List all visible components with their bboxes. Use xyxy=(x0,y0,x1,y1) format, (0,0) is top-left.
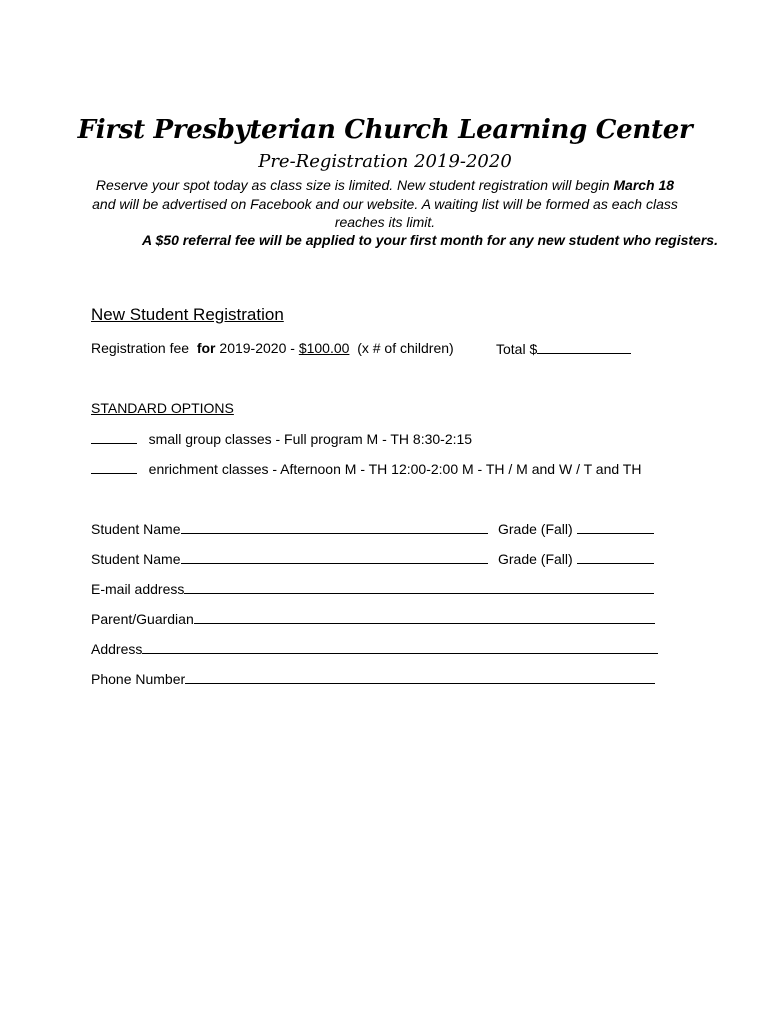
total-blank[interactable] xyxy=(537,340,631,354)
section-heading-standard-options: STANDARD OPTIONS xyxy=(91,400,234,416)
option-checkmark-blank[interactable] xyxy=(91,460,137,474)
grade-field-1[interactable] xyxy=(498,520,654,537)
parent-guardian-label: Parent/Guardian xyxy=(91,611,194,627)
grade-blank[interactable] xyxy=(577,550,654,564)
student-name-blank[interactable] xyxy=(181,550,488,564)
email-blank[interactable] xyxy=(184,580,654,594)
email-label: E-mail address xyxy=(91,581,185,597)
fee-multiplier: (x # of children) xyxy=(357,340,454,356)
phone-number-label: Phone Number xyxy=(91,671,186,687)
section-heading-new-student: New Student Registration xyxy=(91,305,284,324)
page-title: First Presbyterian Church Learning Center xyxy=(77,115,693,145)
registration-start-date: March 18 xyxy=(613,177,675,193)
fee-for-label: for xyxy=(196,340,216,356)
parent-guardian-field[interactable] xyxy=(91,610,655,627)
parent-guardian-blank[interactable] xyxy=(194,610,655,624)
option-checkmark-blank[interactable] xyxy=(91,430,137,444)
intro-text-before: Reserve your spot today as class size is limited. New student registration will begin xyxy=(95,177,614,193)
intro-text-after: and will be advertised on Facebook and our website. A waiting list will be formed as each class reaches its limit. xyxy=(92,195,678,230)
total-label: Total $ xyxy=(496,341,538,357)
phone-number-field[interactable] xyxy=(91,670,655,687)
student-name-field-2[interactable] xyxy=(91,550,488,567)
grade-blank[interactable] xyxy=(577,520,654,534)
student-name-label: Student Name xyxy=(91,521,181,537)
referral-notice: A $50 referral fee will be applied to your first month for any new student who registers. xyxy=(142,232,718,248)
grade-label: Grade (Fall) xyxy=(498,521,573,537)
option-label: enrichment classes - Afternoon M - TH 12:00-2:00 M - TH / M and W / T and TH xyxy=(148,461,642,477)
fee-amount: $100.00 xyxy=(298,340,350,356)
student-name-label: Student Name xyxy=(91,551,181,567)
address-label: Address xyxy=(91,641,143,657)
address-field[interactable] xyxy=(91,640,658,657)
student-name-blank[interactable] xyxy=(181,520,488,534)
grade-field-2[interactable] xyxy=(498,550,654,567)
fee-year: 2019-2020 - xyxy=(219,340,295,356)
option-enrichment[interactable] xyxy=(91,460,641,477)
address-blank[interactable] xyxy=(142,640,658,654)
option-label: small group classes - Full program M - TH 8:30-2:15 xyxy=(148,431,473,447)
phone-number-blank[interactable] xyxy=(185,670,655,684)
option-small-group[interactable] xyxy=(91,430,472,447)
registration-fee-line xyxy=(91,340,454,356)
email-field[interactable] xyxy=(91,580,654,597)
page-subtitle: Pre-Registration 2019-2020 xyxy=(258,151,512,172)
intro-paragraph xyxy=(90,176,680,232)
total-field[interactable] xyxy=(496,340,631,357)
fee-label: Registration fee xyxy=(91,340,190,356)
grade-label: Grade (Fall) xyxy=(498,551,573,567)
student-name-field-1[interactable] xyxy=(91,520,488,537)
